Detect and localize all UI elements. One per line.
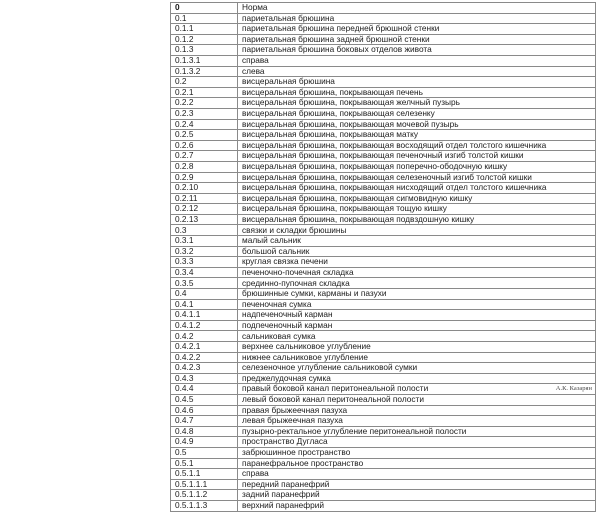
code-cell: 0.2.9 — [171, 172, 238, 183]
term-label: срединно-пупочная складка — [242, 277, 350, 288]
code-cell: 0.2.11 — [171, 193, 238, 204]
code-cell: 0.5.1.1.1 — [171, 479, 238, 490]
code-cell: 0.2.8 — [171, 161, 238, 172]
term-cell — [238, 289, 596, 300]
term-cell — [238, 416, 596, 427]
term-cell — [238, 267, 596, 278]
term-label: париетальная брюшина боковых отделов живота — [242, 44, 432, 55]
term-cell — [238, 13, 596, 24]
term-label: задний паранефрий — [242, 489, 320, 500]
code-cell: 0.4.1.2 — [171, 320, 238, 331]
table-row — [171, 193, 596, 204]
term-cell — [238, 384, 596, 395]
table-row — [171, 161, 596, 172]
table-row — [171, 214, 596, 225]
table-row — [171, 479, 596, 490]
term-cell — [238, 278, 596, 289]
term-label: висцеральная брюшина, покрывающая поперечно-ободочную кишку — [242, 161, 508, 171]
table-row — [171, 373, 596, 384]
term-cell — [238, 500, 596, 511]
table-row — [171, 172, 596, 183]
term-cell — [238, 204, 596, 215]
table-row — [171, 416, 596, 427]
term-cell — [238, 352, 596, 363]
code-cell: 0.4.4 — [171, 384, 238, 395]
term-label: нижнее сальниковое углубление — [242, 352, 368, 362]
term-cell — [238, 426, 596, 437]
code-cell: 0.4.2 — [171, 331, 238, 342]
table-row — [171, 289, 596, 300]
term-cell — [238, 320, 596, 331]
table-row — [171, 267, 596, 278]
term-label: висцеральная брюшина, покрывающая восходящий отдел толстого кишечника — [242, 140, 547, 150]
term-label: левый боковой канал перитонеальной полости — [242, 394, 424, 405]
table-row — [171, 34, 596, 45]
table-row — [171, 55, 596, 66]
term-label: печеночная сумка — [242, 299, 312, 309]
code-cell: 0.5.1.1.3 — [171, 500, 238, 511]
term-label: правая брыжеечная пазуха — [242, 405, 348, 415]
term-label: париетальная брюшина передней брюшной стенки — [242, 23, 440, 34]
table-row — [171, 246, 596, 257]
table-row — [171, 87, 596, 98]
code-cell: 0.4.8 — [171, 426, 238, 437]
term-cell — [238, 45, 596, 56]
term-cell — [238, 342, 596, 353]
code-cell: 0.4 — [171, 289, 238, 300]
table-row — [171, 426, 596, 437]
table-row — [171, 490, 596, 501]
table-row — [171, 384, 596, 395]
term-cell — [238, 24, 596, 35]
term-cell — [238, 98, 596, 109]
term-label: висцеральная брюшина, покрывающая сигмовидную кишку — [242, 193, 473, 203]
term-label: сальниковая сумка — [242, 330, 316, 341]
term-cell — [238, 3, 596, 14]
term-cell — [238, 447, 596, 458]
term-cell — [238, 183, 596, 194]
table-row — [171, 342, 596, 353]
code-cell: 0.4.3 — [171, 373, 238, 384]
table-row — [171, 45, 596, 56]
table-row — [171, 13, 596, 24]
term-cell — [238, 193, 596, 204]
code-cell: 0.4.6 — [171, 405, 238, 416]
table-row — [171, 257, 596, 268]
term-cell — [238, 161, 596, 172]
table-row — [171, 77, 596, 88]
table-row — [171, 394, 596, 405]
term-cell — [238, 55, 596, 66]
code-cell: 0.1 — [171, 13, 238, 24]
table-row — [171, 447, 596, 458]
term-cell — [238, 257, 596, 268]
table-row — [171, 299, 596, 310]
term-label: преджелудочная сумка — [242, 373, 331, 383]
table-row — [171, 204, 596, 215]
code-cell: 0.2 — [171, 77, 238, 88]
table-row — [171, 183, 596, 194]
table-row — [171, 119, 596, 130]
table-row — [171, 24, 596, 35]
term-label: пространство Дугласа — [242, 436, 328, 447]
table-row — [171, 437, 596, 448]
term-cell — [238, 331, 596, 342]
term-cell — [238, 140, 596, 151]
code-cell: 0.4.5 — [171, 394, 238, 405]
code-cell: 0.1.3.2 — [171, 66, 238, 77]
term-label: париетальная брюшина задней брюшной стенки — [242, 34, 430, 44]
term-label: верхнее сальниковое углубление — [242, 341, 371, 352]
term-label: малый сальник — [242, 235, 301, 246]
term-label: пузырно-ректальное углубление перитонеальной полости — [242, 426, 467, 436]
term-cell — [238, 469, 596, 480]
norma-classification-table — [170, 2, 596, 512]
code-cell: 0.5.1 — [171, 458, 238, 469]
term-label: висцеральная брюшина, покрывающая нисходящий отдел толстого кишечника — [242, 182, 547, 193]
code-cell: 0.3 — [171, 225, 238, 236]
term-cell — [238, 225, 596, 236]
code-cell: 0.2.10 — [171, 183, 238, 194]
term-label: Норма — [242, 2, 268, 13]
term-label: подпеченочный карман — [242, 320, 333, 330]
table-row — [171, 469, 596, 480]
code-cell: 0.2.6 — [171, 140, 238, 151]
term-cell — [238, 394, 596, 405]
table-row — [171, 278, 596, 289]
term-label: висцеральная брюшина, покрывающая мочевой пузырь — [242, 119, 459, 129]
term-label: забрюшинное пространство — [242, 447, 351, 458]
code-cell: 0.2.12 — [171, 204, 238, 215]
table-row — [171, 331, 596, 342]
table-row — [171, 66, 596, 77]
term-cell — [238, 405, 596, 416]
code-cell: 0.2.2 — [171, 98, 238, 109]
term-label: висцеральная брюшина — [242, 76, 335, 87]
table-row — [171, 405, 596, 416]
term-cell — [238, 87, 596, 98]
code-cell: 0.4.2.1 — [171, 342, 238, 353]
term-cell — [238, 246, 596, 257]
code-cell: 0.2.4 — [171, 119, 238, 130]
term-label: висцеральная брюшина, покрывающая тощую кишку — [242, 203, 447, 214]
code-cell: 0.4.1.1 — [171, 310, 238, 321]
code-cell: 0.5.1.1 — [171, 469, 238, 480]
code-cell: 0.4.1 — [171, 299, 238, 310]
term-cell — [238, 66, 596, 77]
term-label: круглая связка печени — [242, 256, 328, 267]
code-cell: 0.4.2.3 — [171, 363, 238, 374]
term-cell — [238, 373, 596, 384]
term-cell — [238, 299, 596, 310]
code-cell: 0.4.9 — [171, 437, 238, 448]
table-row — [171, 363, 596, 374]
term-cell — [238, 172, 596, 183]
term-cell — [238, 458, 596, 469]
table-row — [171, 98, 596, 109]
term-cell — [238, 310, 596, 321]
term-label: висцеральная брюшина, покрывающая селезенку — [242, 108, 435, 119]
table-row — [171, 236, 596, 247]
term-cell — [238, 437, 596, 448]
code-cell: 0.2.1 — [171, 87, 238, 98]
term-label: левая брыжеечная пазуха — [242, 415, 343, 426]
term-label: связки и складки брюшины — [242, 224, 347, 235]
table-row — [171, 108, 596, 119]
term-label: паранефральное пространство — [242, 458, 364, 468]
code-cell: 0.2.3 — [171, 108, 238, 119]
term-label: висцеральная брюшина, покрывающая селезеночный изгиб толстой кишки — [242, 172, 532, 182]
term-label: висцеральная брюшина, покрывающая матку — [242, 129, 419, 140]
code-cell: 0.1.3 — [171, 45, 238, 56]
table-row — [171, 320, 596, 331]
watermark-signature: А.К. Казарян — [555, 385, 592, 393]
code-cell: 0.4.7 — [171, 416, 238, 427]
term-cell — [238, 119, 596, 130]
term-cell — [238, 34, 596, 45]
table-row — [171, 310, 596, 321]
code-cell: 0.2.7 — [171, 151, 238, 162]
code-cell: 0.3.3 — [171, 257, 238, 268]
code-cell: 0.5.1.1.2 — [171, 490, 238, 501]
term-label: париетальная брюшина — [242, 13, 335, 23]
table-row — [171, 140, 596, 151]
code-cell: 0.1.2 — [171, 34, 238, 45]
term-cell — [238, 77, 596, 88]
term-cell — [238, 130, 596, 141]
code-cell: 0.4.2.2 — [171, 352, 238, 363]
code-cell: 0.3.1 — [171, 236, 238, 247]
term-label: печеночно-почечная складка — [242, 267, 354, 277]
table-row — [171, 130, 596, 141]
term-label: правый боковой канал перитонеальной полости — [242, 383, 429, 394]
code-cell: 0.3.4 — [171, 267, 238, 278]
term-label: брюшинные сумки, карманы и пазухи — [242, 288, 387, 299]
term-label: справа — [242, 55, 269, 66]
term-cell — [238, 214, 596, 225]
term-label: слева — [242, 66, 265, 76]
term-label: висцеральная брюшина, покрывающая печень — [242, 87, 423, 97]
table-row — [171, 3, 596, 14]
term-label: висцеральная брюшина, покрывающая желчный пузырь — [242, 97, 460, 108]
term-cell — [238, 151, 596, 162]
term-label: селезеночное углубление сальниковой сумки — [242, 362, 418, 373]
term-label: верхний паранефрий — [242, 500, 324, 510]
code-cell: 0.5 — [171, 447, 238, 458]
term-label: висцеральная брюшина, покрывающая подвздошную кишку — [242, 214, 475, 224]
term-label: висцеральная брюшина, покрывающая печеночный изгиб толстой кишки — [242, 150, 524, 161]
code-cell: 0.2.5 — [171, 130, 238, 141]
term-cell — [238, 108, 596, 119]
table-row — [171, 151, 596, 162]
term-label: справа — [242, 468, 269, 479]
term-label: большой сальник — [242, 246, 310, 256]
table-row — [171, 225, 596, 236]
code-cell: 0.3.2 — [171, 246, 238, 257]
code-cell: 0.1.1 — [171, 24, 238, 35]
code-cell: 0 — [171, 3, 238, 14]
term-label: передний паранефрий — [242, 479, 330, 489]
term-label: надпеченочный карман — [242, 309, 333, 320]
term-cell — [238, 363, 596, 374]
code-cell: 0.3.5 — [171, 278, 238, 289]
term-cell — [238, 479, 596, 490]
table-row — [171, 500, 596, 511]
norma-table-body — [171, 3, 596, 512]
code-cell: 0.1.3.1 — [171, 55, 238, 66]
term-cell — [238, 490, 596, 501]
term-cell — [238, 236, 596, 247]
table-row — [171, 458, 596, 469]
code-cell: 0.2.13 — [171, 214, 238, 225]
table-row — [171, 352, 596, 363]
